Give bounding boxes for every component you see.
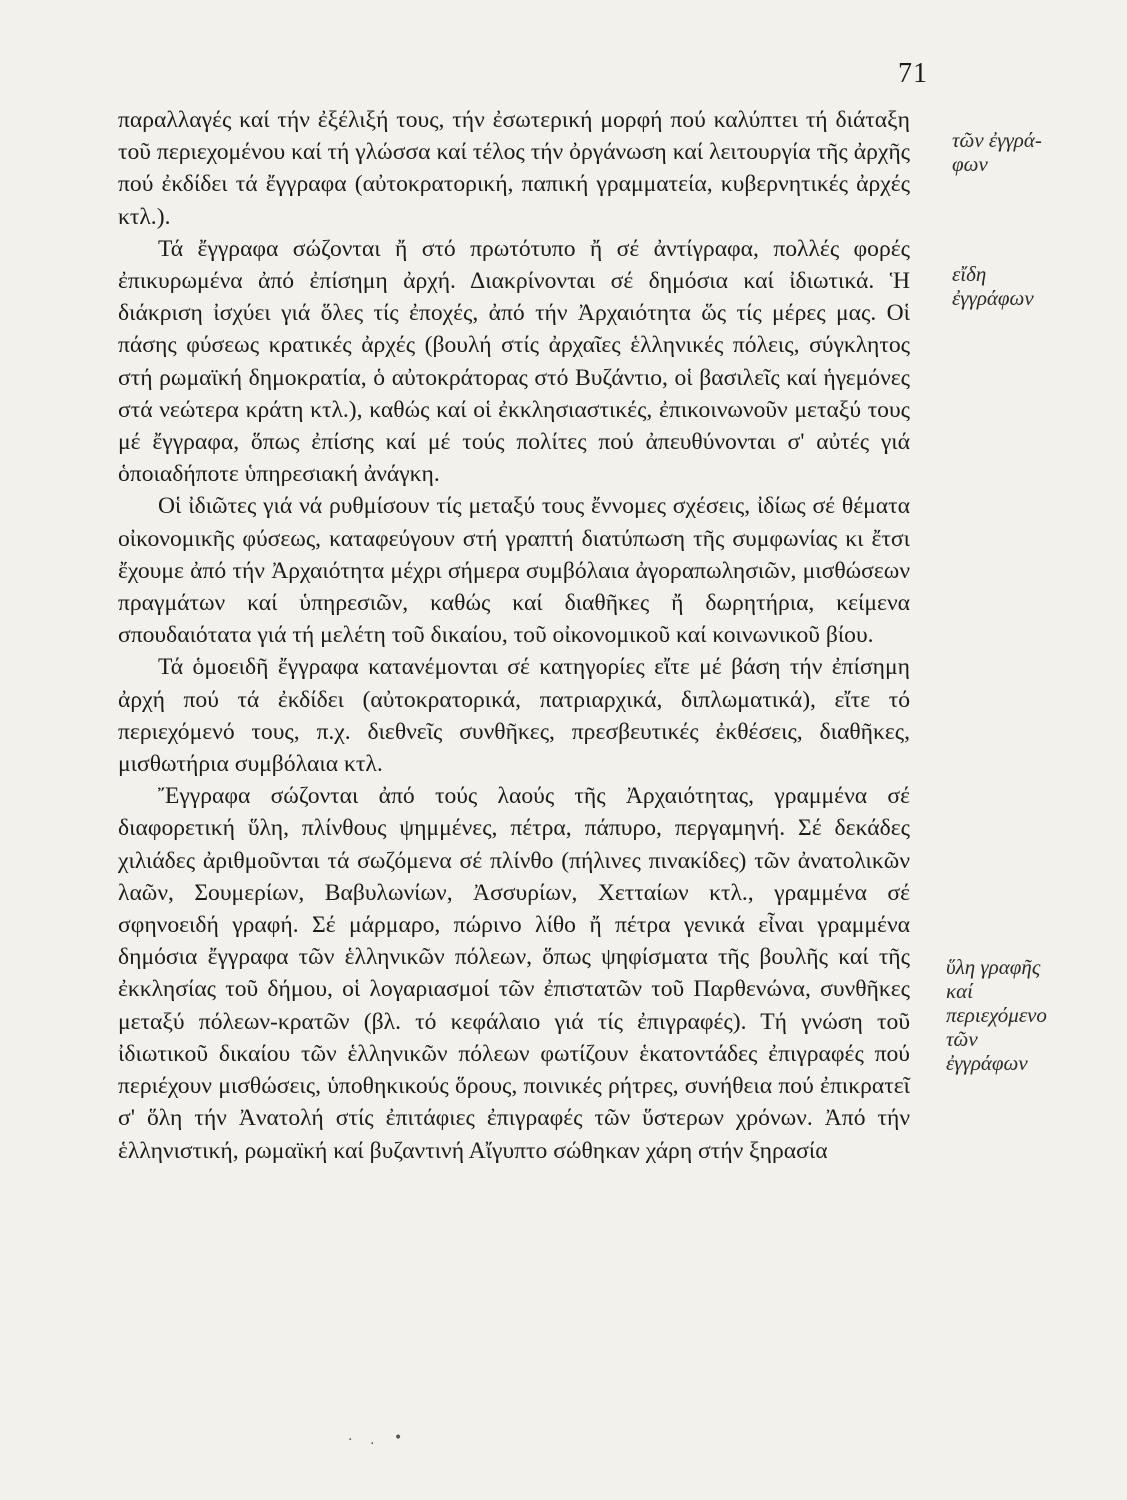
paragraph-continued: παραλλαγές καί τήν ἐξέλιξή τους, τήν ἐσωτερική μορφή πού καλύπτει τή διάταξη τοῦ περιεχομένου καί τή γλώσσα καί τέλος τήν ὀργάνωση καί λειτουργία τῆς ἀρχῆς πού ἐκδίδει τά ἔγγραφα (αὐτοκρατορική, παπική γραμματεία, κυβερνητικές ἀρχές κτλ.). [118,107,910,230]
main-text [118,104,910,1167]
print-speck-icon: · [370,1436,375,1452]
paragraph-document-types: Τά ἔγγραφα σώζονται ἤ στό πρωτότυπο ἤ σέ ἀντίγραφα, πολλές φορές ἐπικυρωμένα ἀπό ἐπίσημη ἀρχή. Διακρίνονται σέ δημόσια καί ἰδιωτικά. Ἡ διάκριση ἰσχύει γιά ὅλες τίς ἐποχές, ἀπό τήν Ἀρχαιότητα ὥς τίς μέρες μας. Οἱ πάσης φύσεως κρατικές ἀρχές (βουλή στίς ἀρχαῖες ἑλληνικές πόλεις, σύγκλητος στή ρωμαϊκή δημοκρατία, ὁ αὐτοκράτορας στό Βυζάντιο, οἱ βασιλεῖς καί ἡγεμόνες στά νεώτερα κράτη κτλ.), καθώς καί οἱ ἐκκλησιαστικές, ἐπικοινωνοῦν μεταξύ τους μέ ἔγγραφα, ὅπως ἐπίσης καί μέ τούς πολίτες πού ἀπευθύνονται σ' αὐτές γιά ὁποιαδήποτε ὑπηρεσιακή ἀνάγκη. [118,235,910,488]
print-speck-icon: • [394,1430,403,1446]
paragraph-categories: Τά ὁμοειδῆ ἔγγραφα κατανέμονται σέ κατηγορίες εἴτε μέ βάση τήν ἐπίσημη ἀρχή πού τά ἐκδίδει (αὐτοκρατορικά, πατριαρχικά, διπλωματικά), εἴτε τό περιεχόμενό τους, π.χ. διεθνεῖς συνθῆκες, πρεσβευτικές ἐκθέσεις, διαθῆκες, μισθωτήρια συμβόλαια κτλ. [118,654,910,778]
paragraph-private-documents: Οἱ ἰδιῶτες γιά νά ρυθμίσουν τίς μεταξύ τους ἔννομες σχέσεις, ἰδίως σέ θέματα οἰκονομικῆς φύσεως, καταφεύγουν στή γραπτή διατύπωση τῆς συμφωνίας κι ἔτσι ἔχουμε ἀπό τήν Ἀρχαιότητα μέχρι σήμερα συμβόλαια ἀγοραπωλησιῶν, μισθώσεων πραγμάτων καί ὑπηρεσιῶν, καθώς καί διαθῆκες ἤ δωρητήρια, κείμενα σπουδαιότατα γιά τή μελέτη τοῦ δικαίου, τοῦ οἰκονομικοῦ καί κοινωνικοῦ βίου. [118,493,910,649]
margin-note-document-types: εἴδη ἐγγράφων [952,262,1034,310]
margin-note-writing-material: ὕλη γραφῆς καί περιεχόμενο τῶν ἐγγράφων [946,955,1047,1075]
page-number: 71 [898,58,928,89]
margin-note-documents: τῶν ἐγγρά- φων [952,128,1042,176]
print-speck-icon: · [348,1432,353,1448]
paragraph-writing-materials: Ἔγγραφα σώζονται ἀπό τούς λαούς τῆς Ἀρχαιότητας, γραμμένα σέ διαφορετική ὕλη, πλίνθους ψημμένες, πέτρα, πάπυρο, περγαμηνή. Σέ δεκάδες χιλιάδες ἀριθμοῦνται τά σωζόμενα σέ πλίνθο (πήλινες πινακίδες) τῶν ἀνατολικῶν λαῶν, Σουμερίων, Βαβυλωνίων, Ἀσσυρίων, Χετταίων κτλ., γραμμένα σέ σφηνοειδή γραφή. Σέ μάρμαρο, πώρινο λίθο ἤ πέτρα γενικά εἶναι γραμμένα δημόσια ἔγγραφα τῶν ἑλληνικῶν πόλεων, ὅπως ψηφίσματα τῆς βουλῆς καί τῆς ἐκκλησίας τοῦ δήμου, οἱ λογαριασμοί τῶν ἐπιστατῶν τοῦ Παρθενώνα, συνθῆκες μεταξύ πόλεων-κρατῶν (βλ. τό κεφάλαιο γιά τίς ἐπιγραφές). Τή γνώση τοῦ ἰδιωτικοῦ δικαίου τῶν ἑλληνικῶν πόλεων φωτίζουν ἑκατοντάδες ἐπιγραφές πού περιέχουν μισθώσεις, ὑποθηκικούς ὅρους, ποινικές ρήτρες, συνήθεια πού ἐπικρατεῖ σ' ὅλη τήν Ἀνατολή στίς ἐπιτάφιες ἐπιγραφές τῶν ὕστερων χρόνων. Ἀπό τήν ἑλληνιστική, ρωμαϊκή καί βυζαντινή Αἴγυπτο σώθηκαν χάρη στήν ξηρασία [118,783,910,1164]
